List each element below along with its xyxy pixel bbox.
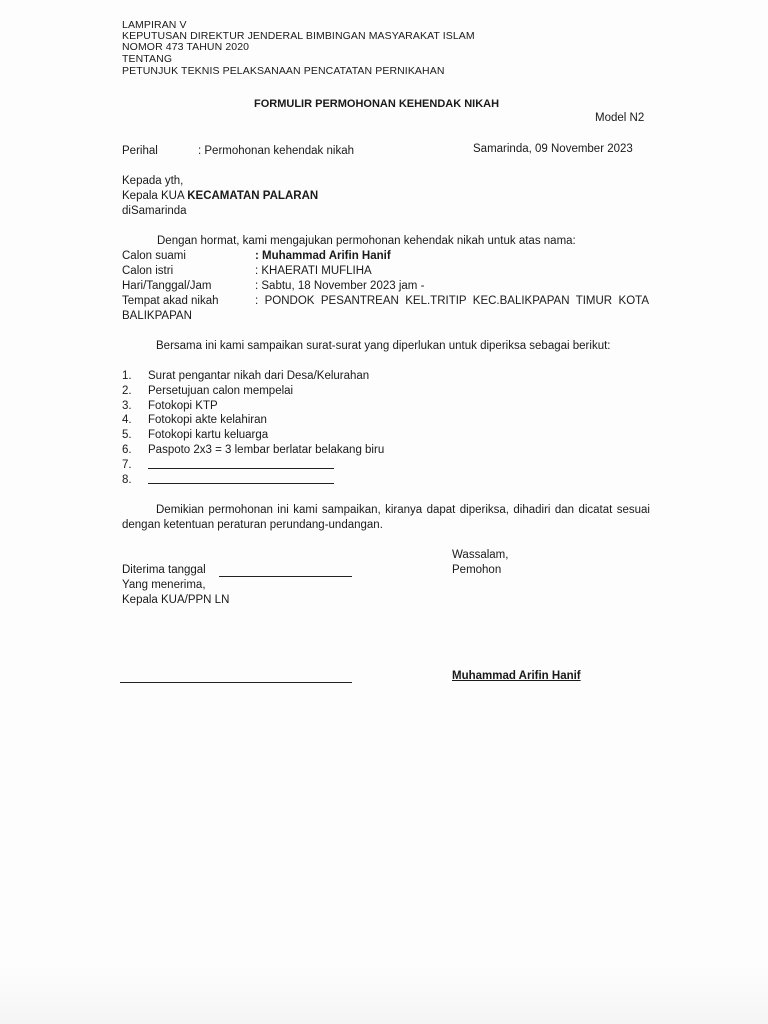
list-text: Persetujuan calon mempelai [148, 384, 294, 397]
place-date: Samarinda, 09 November 2023 [473, 143, 633, 155]
blank-line [148, 458, 334, 469]
list-text: Surat pengantar nikah dari Desa/Kelurahan [148, 370, 370, 382]
recipient-line-2 [122, 189, 318, 204]
place-label: Tempat akad nikah [122, 295, 219, 307]
bride-value: : KHAERATI MUFLIHA [255, 265, 372, 277]
paper-shadow [0, 964, 768, 1024]
list-number: 2. [122, 384, 132, 397]
list-text: Fotokopi akte kelahiran [148, 414, 267, 427]
received-date-line [219, 576, 352, 577]
header-line-5: PETUNJUK TEKNIS PELAKSANAAN PENCATATAN PERNIKAHAN [122, 65, 445, 77]
applicant-label: Pemohon [452, 564, 502, 576]
closing-text: Demikian permohonan ini kami sampaikan, kiranya dapat diperiksa, dihadiri dan dicatat sesuai dengan ketentuan peraturan perundang-undangan. [122, 504, 650, 531]
list-number: 3. [122, 399, 132, 412]
date-value: : Sabtu, 18 November 2023 jam - [255, 280, 425, 292]
list-text: Fotokopi kartu keluarga [148, 429, 269, 442]
header-line-1: LAMPIRAN V [122, 19, 187, 31]
documents-intro: Bersama ini kami sampaikan surat-surat yang diperlukan untuk diperiksa sebagai berikut: [156, 340, 611, 352]
receiver-line-1: Yang menerima, [122, 579, 206, 591]
list-number: 1. [122, 370, 132, 382]
list-number: 8. [122, 473, 132, 486]
received-date-label: Diterima tanggal [122, 564, 206, 576]
recipient-office: KECAMATAN PALARAN [187, 190, 319, 202]
applicant-name: Muhammad Arifin Hanif [452, 670, 581, 682]
form-model: Model N2 [595, 112, 645, 124]
place-value: : PONDOK PESANTREAN KEL.TRITIP KEC.BALIKPAPAN TIMUR KOTA [255, 295, 649, 307]
intro-text: Dengan hormat, kami mengajukan permohonan kehendak nikah untuk atas nama: [157, 235, 576, 247]
recipient-line-3: diSamarinda [122, 205, 187, 217]
perihal-value: : Permohonan kehendak nikah [198, 145, 354, 157]
list-number: 7. [122, 458, 132, 471]
list-number: 5. [122, 429, 132, 442]
date-label: Hari/Tanggal/Jam [122, 280, 212, 292]
list-text: Fotokopi KTP [148, 399, 218, 412]
list-number: 6. [122, 443, 132, 456]
form-title: FORMULIR PERMOHONAN KEHENDAK NIKAH [254, 98, 500, 110]
groom-value: : Muhammad Arifin Hanif [255, 250, 391, 262]
receiver-line-2: Kepala KUA/PPN LN [122, 594, 230, 606]
bride-label: Calon istri [122, 265, 174, 277]
header-line-3: NOMOR 473 TAHUN 2020 [122, 41, 250, 53]
list-text: Paspoto 2x3 = 3 lembar berlatar belakang biru [148, 443, 385, 456]
groom-label: Calon suami [122, 250, 186, 262]
greeting: Wassalam, [452, 549, 509, 561]
header-line-4: TENTANG [122, 53, 173, 65]
list-number: 4. [122, 414, 132, 427]
header-line-2: KEPUTUSAN DIREKTUR JENDERAL BIMBINGAN MASYARAKAT ISLAM [122, 30, 475, 42]
receiver-signature-line [120, 682, 352, 683]
place-value-cont: BALIKPAPAN [122, 310, 192, 322]
recipient-line-1: Kepada yth, [122, 175, 184, 187]
perihal-label: Perihal [122, 145, 158, 157]
recipient-prefix: Kepala KUA [122, 190, 188, 202]
blank-line [148, 473, 334, 484]
